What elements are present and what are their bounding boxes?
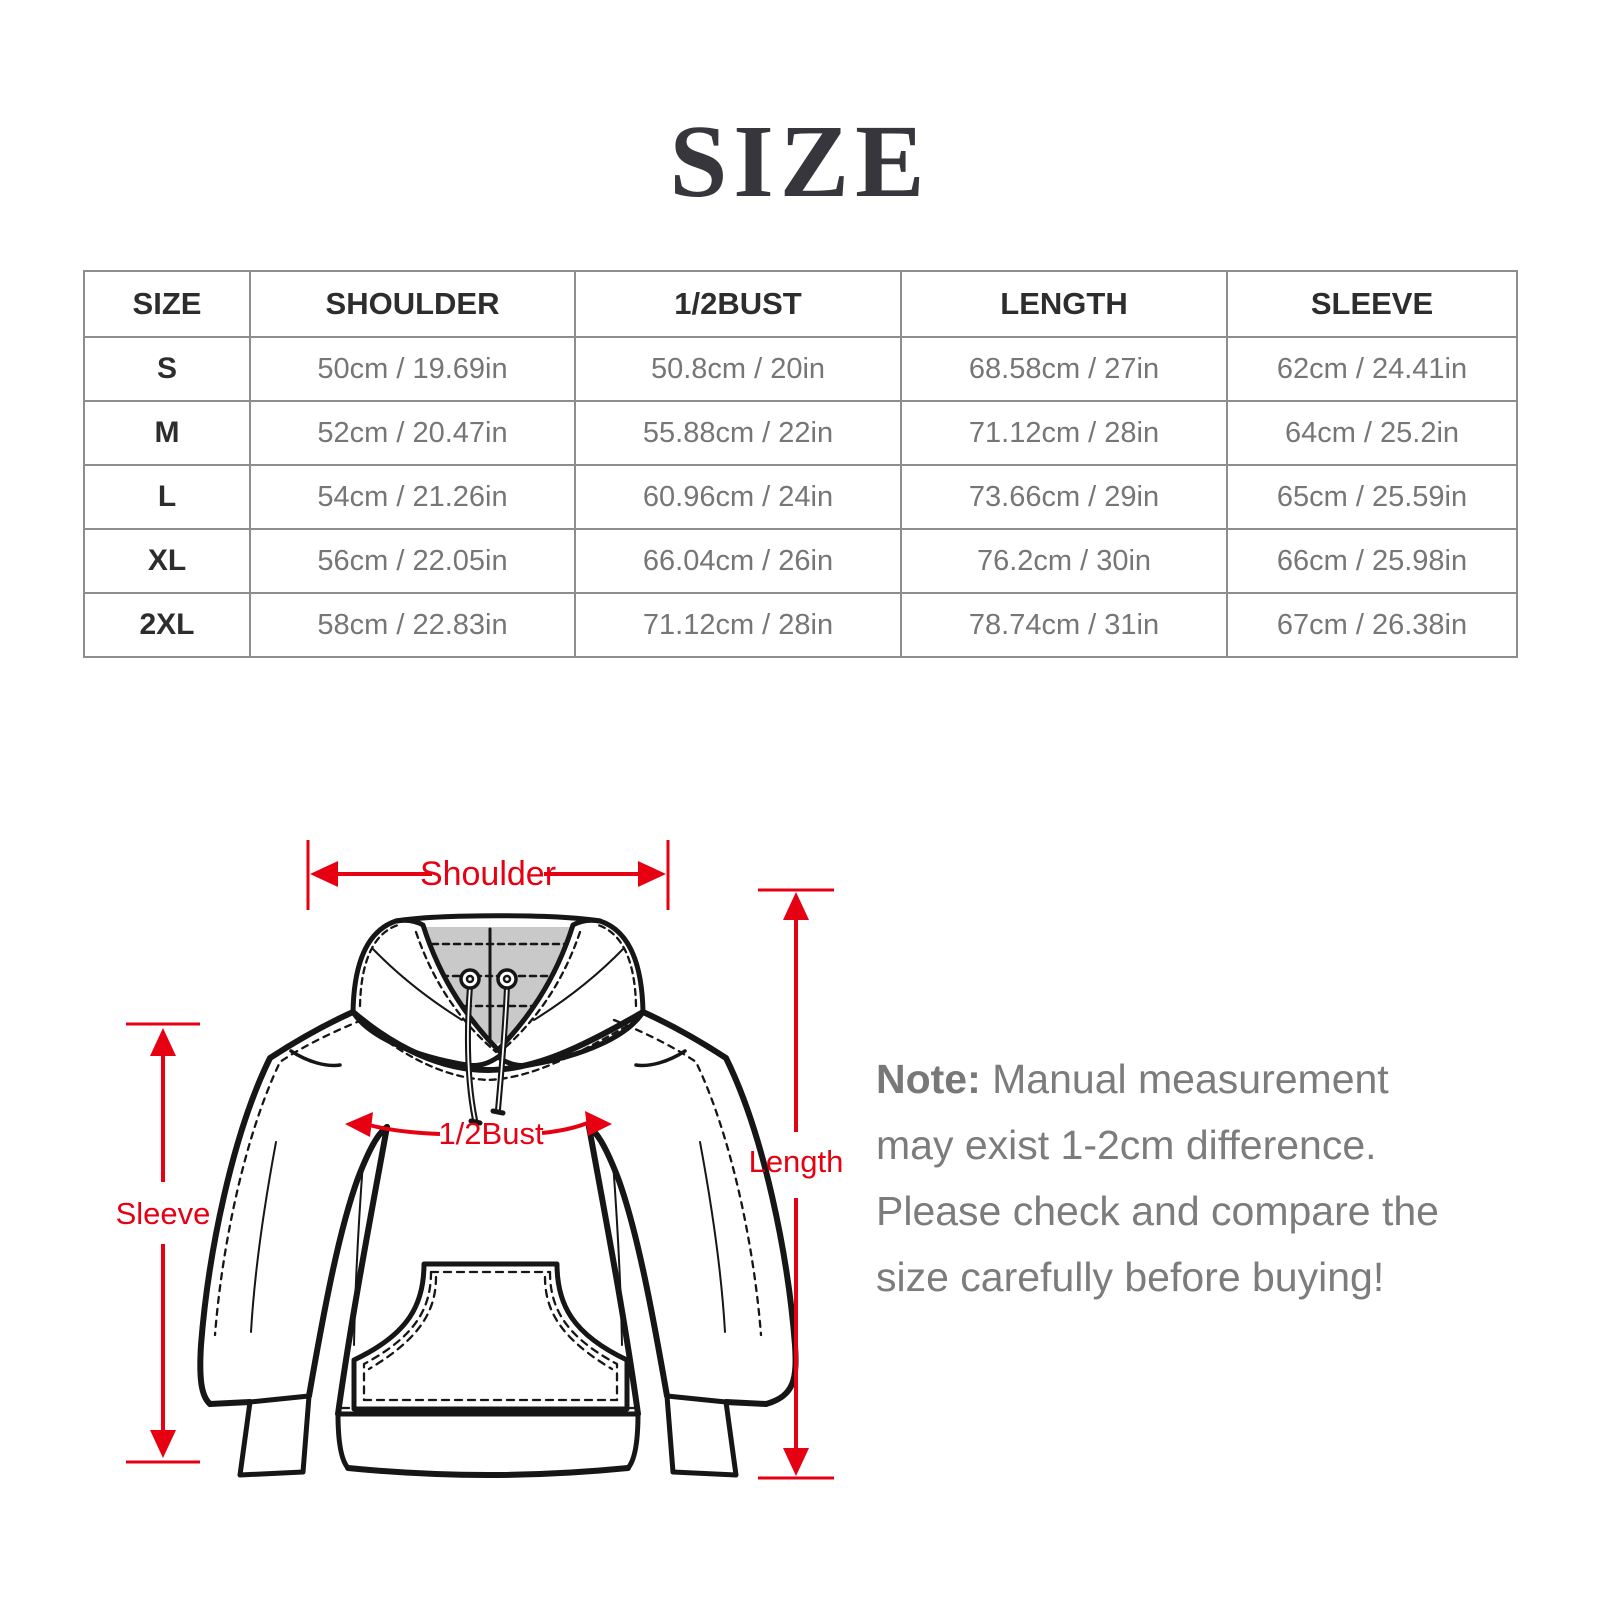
bust-value: 60.96cm / 24in	[575, 465, 901, 529]
hoodie-drawing-icon	[200, 916, 795, 1475]
table-row	[84, 465, 1517, 529]
bust-value: 71.12cm / 28in	[575, 593, 901, 657]
length-value: 73.66cm / 29in	[901, 465, 1227, 529]
table-row	[84, 593, 1517, 657]
size-label: L	[84, 465, 250, 529]
sleeve-value: 62cm / 24.41in	[1227, 337, 1517, 401]
bust-label: 1/2Bust	[438, 1116, 544, 1151]
sleeve-value: 67cm / 26.38in	[1227, 593, 1517, 657]
shoulder-value: 54cm / 21.26in	[250, 465, 575, 529]
col-header-shoulder: SHOULDER	[250, 271, 575, 337]
col-header-size: SIZE	[84, 271, 250, 337]
measurement-note	[876, 1046, 1476, 1310]
shoulder-label: Shoulder	[419, 855, 557, 893]
shoulder-value: 50cm / 19.69in	[250, 337, 575, 401]
note-prefix: Note:	[876, 1056, 981, 1102]
table-row	[84, 337, 1517, 401]
length-value: 76.2cm / 30in	[901, 529, 1227, 593]
size-table	[83, 270, 1518, 658]
table-row	[84, 529, 1517, 593]
shoulder-value: 52cm / 20.47in	[250, 401, 575, 465]
length-label: Length	[748, 1144, 844, 1179]
hoodie-measurement-diagram	[110, 830, 870, 1490]
size-label: M	[84, 401, 250, 465]
page-title: SIZE	[669, 104, 931, 219]
bust-value: 50.8cm / 20in	[575, 337, 901, 401]
bust-value: 55.88cm / 22in	[575, 401, 901, 465]
sleeve-value: 64cm / 25.2in	[1227, 401, 1517, 465]
size-label: 2XL	[84, 593, 250, 657]
length-value: 68.58cm / 27in	[901, 337, 1227, 401]
sleeve-label: Sleeve	[115, 1196, 211, 1231]
col-header-sleeve: SLEEVE	[1227, 271, 1517, 337]
bust-value: 66.04cm / 26in	[575, 529, 901, 593]
length-value: 71.12cm / 28in	[901, 401, 1227, 465]
shoulder-value: 56cm / 22.05in	[250, 529, 575, 593]
table-row	[84, 401, 1517, 465]
note-body: Manual measurement may exist 1-2cm difference. Please check and compare the size carefully before buying!	[876, 1056, 1439, 1300]
table-header-row	[84, 271, 1517, 337]
length-value: 78.74cm / 31in	[901, 593, 1227, 657]
sleeve-value: 65cm / 25.59in	[1227, 465, 1517, 529]
size-label: S	[84, 337, 250, 401]
size-label: XL	[84, 529, 250, 593]
sleeve-arrow	[126, 1024, 200, 1462]
shoulder-value: 58cm / 22.83in	[250, 593, 575, 657]
col-header-length: LENGTH	[901, 271, 1227, 337]
sleeve-value: 66cm / 25.98in	[1227, 529, 1517, 593]
col-header-bust: 1/2BUST	[575, 271, 901, 337]
